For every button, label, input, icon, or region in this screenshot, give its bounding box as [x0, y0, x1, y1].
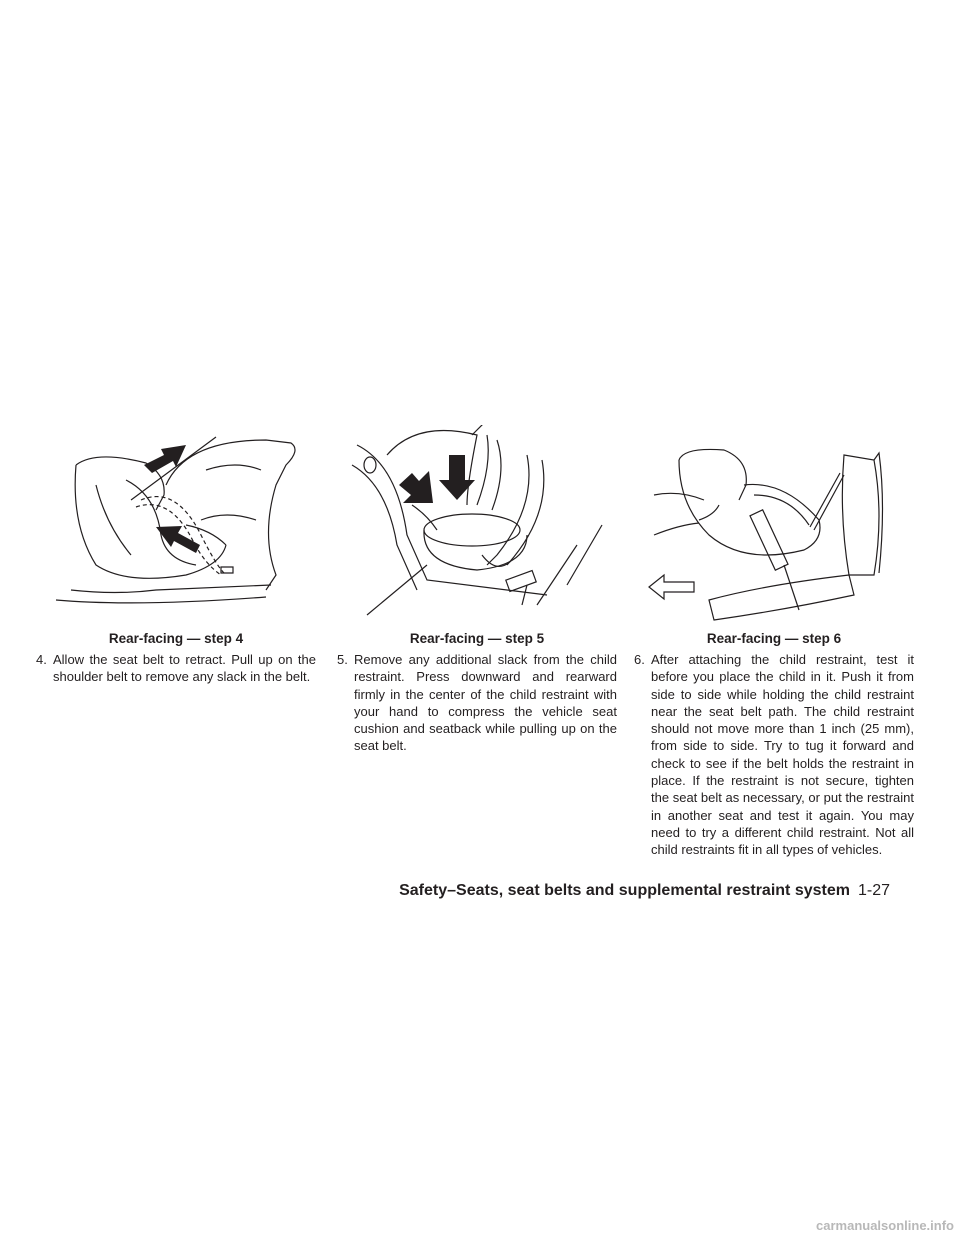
- step-text: After attaching the child restraint, test it before you place the child in it. Push it from side to side while holding the child restraint near the seat belt path. The child restraint should not move more than 1 inch (25 mm), from side to side. Try to tug it forward and check to see if the belt holds the restraint in place. If the restraint is not secure, tighten the seat belt as necessary, or put the restraint in another seat and test it again. You may need to try a different child restraint. Not all child restraints fit in all types of vehicles.: [651, 652, 914, 858]
- figure-caption: Rear-facing — step 6: [706, 631, 842, 646]
- footer-section-title: Safety–Seats, seat belts and supplemental restraint system: [399, 882, 850, 899]
- step-6-column: [634, 425, 914, 859]
- step-paragraph: [337, 651, 617, 755]
- figure-caption: Rear-facing — step 5: [409, 631, 545, 646]
- step-number: 6.: [634, 652, 645, 667]
- page-number: 1-27: [857, 882, 890, 899]
- watermark: carmanualsonline.info: [816, 1218, 954, 1233]
- step-paragraph: [634, 651, 914, 859]
- figure-caption: Rear-facing — step 4: [108, 631, 244, 646]
- page-footer: [399, 882, 890, 900]
- step-paragraph: [36, 651, 316, 686]
- rear-facing-step-5-illustration: [337, 425, 617, 625]
- step-4-column: [36, 425, 316, 686]
- step-text: Allow the seat belt to retract. Pull up on the shoulder belt to remove any slack in the belt.: [53, 652, 316, 685]
- step-5-column: [337, 425, 617, 755]
- step-text: Remove any additional slack from the child restraint. Press downward and rearward firmly in the center of the child restraint with your hand to compress the vehicle seat cushion and seatback while pulling up on the seat belt.: [354, 652, 617, 754]
- rear-facing-step-4-illustration: [36, 425, 316, 625]
- step-number: 4.: [36, 652, 47, 667]
- step-number: 5.: [337, 652, 348, 667]
- rear-facing-step-6-illustration: [634, 425, 914, 625]
